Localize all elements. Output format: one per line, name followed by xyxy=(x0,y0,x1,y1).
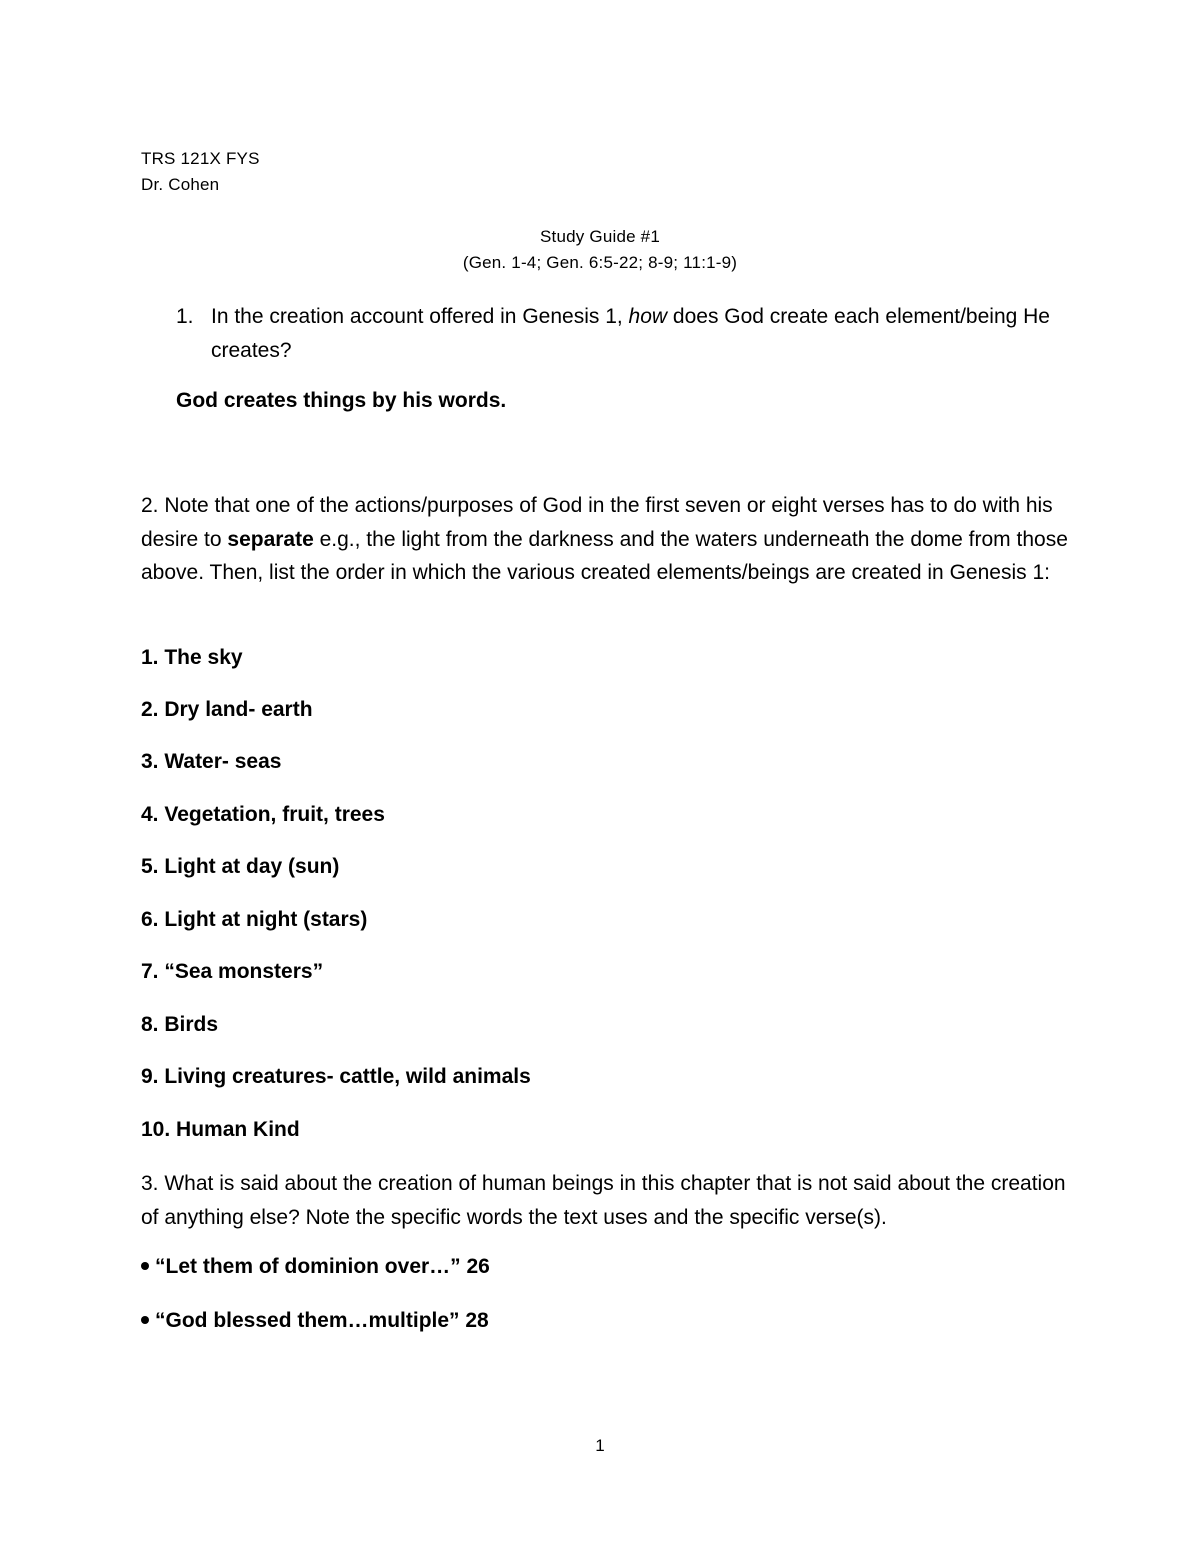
question-2-emphasis: separate xyxy=(227,527,314,551)
creation-order-item: 1. The sky xyxy=(141,646,243,669)
bullet-icon xyxy=(141,1316,149,1324)
question-1-text: In the creation account offered in Genesis 1, how does God create each element/being He creates? xyxy=(211,305,1050,362)
document-title: Study Guide #1 xyxy=(540,227,660,246)
creation-order-item: 2. Dry land- earth xyxy=(141,698,313,721)
reading-assignment: (Gen. 1-4; Gen. 6:5-22; 8-9; 11:1-9) xyxy=(462,253,738,272)
creation-order-item: 6. Light at night (stars) xyxy=(141,908,368,931)
creation-order-item: 9. Living creatures- cattle, wild animals xyxy=(141,1065,531,1088)
question-3-bullet: “God blessed them…multiple” 28 xyxy=(141,1307,489,1335)
creation-order-item: 10. Human Kind xyxy=(141,1118,300,1141)
course-code: TRS 121X FYS xyxy=(141,149,260,168)
creation-order-item: 3. Water- seas xyxy=(141,750,282,773)
page-number: 1 xyxy=(595,1436,605,1455)
creation-order-item: 8. Birds xyxy=(141,1013,219,1036)
question-1 xyxy=(176,300,1076,368)
question-2-text: 2. Note that one of the actions/purposes of God in the first seven or eight verses has to do with his desire to separate e.g., the light from the darkness and the waters underneath the dome from those above. Then, list the order in which the various created elements/beings are created in Genesis 1: xyxy=(141,494,1068,584)
question-1-number: 1. xyxy=(176,305,194,328)
question-1-emphasis: how xyxy=(628,305,668,328)
question-3-text: 3. What is said about the creation of human beings in this chapter that is not said about the creation of anything else? Note the specific words the text uses and the specific verse(s). xyxy=(141,1172,1066,1229)
bullet-icon xyxy=(141,1262,149,1270)
instructor-name: Dr. Cohen xyxy=(141,175,220,194)
creation-order-item: 4. Vegetation, fruit, trees xyxy=(141,803,385,826)
question-3-bullet: “Let them of dominion over…” 26 xyxy=(141,1253,490,1281)
creation-order-item: 7. “Sea monsters” xyxy=(141,960,324,983)
question-1-answer: God creates things by his words. xyxy=(176,389,507,412)
creation-order-item: 5. Light at day (sun) xyxy=(141,855,340,878)
